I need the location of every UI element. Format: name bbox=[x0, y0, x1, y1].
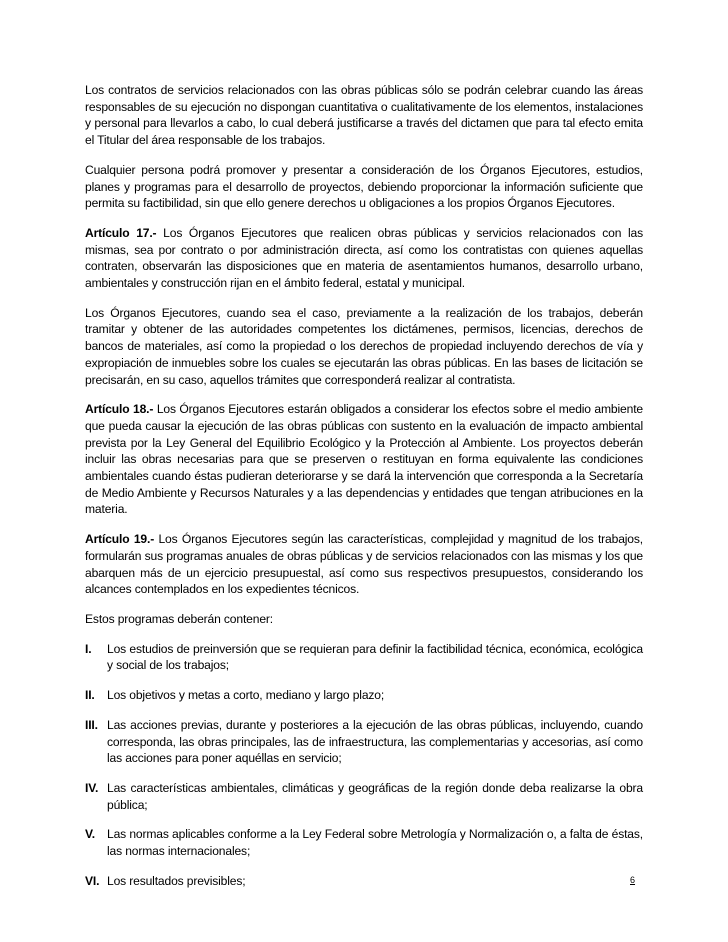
paragraph-contratos-servicios: Los contratos de servicios relacionados con las obras públicas sólo se podrán celebrar cuando las áreas responsables de su ejecución no dispongan cuantitativa o cualitativamente de los elementos, instalaciones y personal para llevarlos a cabo, lo cual deberá justificarse a través del dictamen que para tal efecto emita el Titular del área responsable de los trabajos. bbox=[85, 83, 643, 148]
list-item-number: IV. bbox=[85, 780, 99, 795]
list-item bbox=[85, 717, 643, 767]
list-item-text: Los objetivos y metas a corto, mediano y largo plazo; bbox=[107, 688, 385, 703]
article-17-text: Los Órganos Ejecutores que realicen obras públicas y servicios relacionados con las mismas, sea por contrato o por administración directa, así como los contratistas con quienes aquellas contraten, observarán las disposiciones que en materia de asentamientos humanos, desarrollo urbano, ambientales y construcción rijan en el ámbito federal, estatal y municipal. bbox=[85, 225, 643, 291]
list-item bbox=[85, 780, 643, 813]
list-item bbox=[85, 826, 643, 859]
list-item-number: V. bbox=[85, 827, 96, 842]
paragraph-cualquier-persona: Cualquier persona podrá promover y presentar a consideración de los Órganos Ejecutores, estudios, planes y programas para el desarrollo de proyectos, debiendo proporcionar la información suficiente que permita su factibilidad, sin que ello genere derechos u obligaciones a los propios Órganos Ejecutores. bbox=[85, 162, 643, 211]
article-18-text: Los Órganos Ejecutores estarán obligados a considerar los efectos sobre el medio ambiente que pueda causar la ejecución de las obras públicas con sustento en la evaluación de impacto ambiental prevista por la Ley General del Equilibrio Ecológico y la Protección al Ambiente. Los proyectos deberán incluir las obras necesarias para que se preserven o restituyan en forma equivalente las condiciones ambientales cuando éstas pudieran deteriorarse y se dará la intervención que corresponda a la Secretaría de Medio Ambiente y Recursos Naturales y a las dependencias y entidades que tengan atribuciones en la materia. bbox=[85, 402, 643, 517]
list-item-text: Las características ambientales, climáticas y geográficas de la región donde deba realizarse la obra pública; bbox=[107, 780, 643, 812]
list-item-number: III. bbox=[85, 717, 98, 732]
list-item-text: Los estudios de preinversión que se requieran para definir la factibilidad técnica, económica, ecológica y social de los trabajos; bbox=[107, 641, 643, 673]
article-17-label: Artículo 17.- bbox=[85, 225, 157, 240]
list-item bbox=[85, 687, 643, 704]
article-17 bbox=[85, 225, 643, 292]
list-item-number: I. bbox=[85, 641, 92, 656]
list-item-text: Los resultados previsibles; bbox=[107, 873, 246, 888]
article-19-label: Artículo 19.- bbox=[85, 532, 155, 547]
list-item bbox=[85, 873, 643, 890]
article-19 bbox=[85, 531, 643, 598]
list-item-text: Las normas aplicables conforme a la Ley Federal sobre Metrología y Normalización o, a falta de éstas, las normas internacionales; bbox=[107, 827, 643, 859]
paragraph-programas-contener: Estos programas deberán contener: bbox=[85, 611, 273, 626]
article-18-label: Artículo 18.- bbox=[85, 402, 154, 417]
list-item-number: II. bbox=[85, 688, 95, 703]
document-body bbox=[85, 82, 643, 902]
paragraph-organos-ejecutores: Los Órganos Ejecutores, cuando sea el caso, previamente a la realización de los trabajos, deberán tramitar y obtener de las autoridades competentes los dictámenes, permisos, licencias, derechos de bancos de materiales, así como la propiedad o los derechos de propiedad incluyendo derechos de vía y expropiación de inmuebles sobre los cuales se ejecutarán las obras públicas. En las bases de licitación se precisarán, en su caso, aquellos trámites que corresponderá realizar al contratista. bbox=[85, 305, 643, 387]
list-item-text: Las acciones previas, durante y posteriores a la ejecución de las obras públicas, incluyendo, cuando corresponda, las obras principales, las de infraestructura, las complementarias y accesorias, así como las acciones para poner aquéllas en servicio; bbox=[107, 717, 643, 766]
article-18 bbox=[85, 401, 643, 518]
article-19-text: Los Órganos Ejecutores según las características, complejidad y magnitud de los trabajos, formularán sus programas anuales de obras públicas y de servicios relacionados con las mismas y los que abarquen más de un ejercicio presupuestal, así como sus respectivos presupuestos, considerando los alcances contemplados en los expedientes técnicos. bbox=[85, 532, 643, 597]
list-item-number: VI. bbox=[85, 873, 100, 888]
list-item bbox=[85, 641, 643, 674]
page-number: 6 bbox=[630, 875, 636, 885]
